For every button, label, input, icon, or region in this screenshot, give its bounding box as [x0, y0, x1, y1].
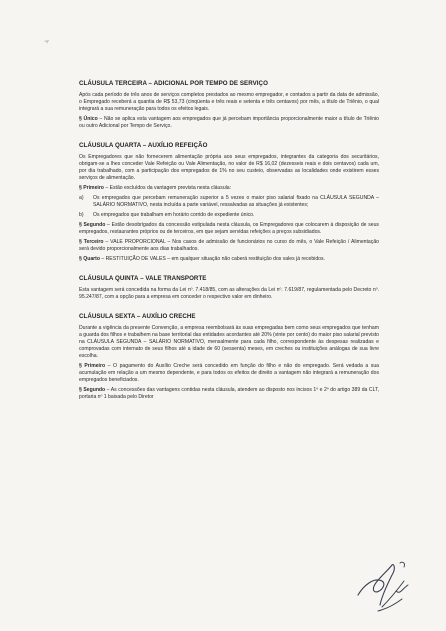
clause-4-quarto-text: – RESTITUIÇÃO DE VALES – em qualquer situação não caberá restituição dos vales já recebidos.	[99, 256, 325, 262]
clause-5-paragraph: Esta vantagem será concedida na forma da Lei nº. 7.418/85, com as alterações da Lei nº. 7.619/87, regulamentada pelo Decreto nº. 95.247/87, com a opção para a empresa em conceder o respectivo valor em dinheiro.	[79, 287, 379, 300]
clause-4-item-b	[79, 212, 379, 219]
clause-4-segundo-label: § Segundo	[79, 222, 106, 228]
clause-4-item-a-text: Os empregados que percebam remuneração superior a 5 vezes o maior piso salarial fixado na CLÁUSULA SEGUNDA – SALÁRIO NORMATIVO, nesta incluída a parte variável, ressalvadas as situações já existentes;	[93, 195, 379, 208]
clause-6-primeiro-label: § Primeiro	[79, 363, 106, 369]
clause-6-paragraph-segundo	[79, 387, 379, 401]
clause-3-paragraph: Após cada período de três anos de serviços completos prestados ao mesmo empregador, e contados a partir da data de admissão, o Empregado receberá a quantia de R$ 53,73 (cinqüenta e três reais e setenta e três centavos) por mês, a título de Triênio, o qual integrará a sua remuneração para todos os efeitos legais.	[79, 92, 379, 112]
clause-6-paragraph-primeiro	[79, 363, 379, 384]
clause-5-title: CLÁUSULA QUINTA – VALE TRANSPORTE	[79, 275, 207, 282]
clause-4-paragraph-terceiro	[79, 239, 379, 253]
clause-4-terceiro-text: – VALE PROPORCIONAL – Nos casos de admissão de funcionários no curso do mês, o Vale Refeição / Alimentação será devido proporcionalmente aos dias trabalhados.	[79, 239, 379, 252]
handwritten-signature	[352, 555, 414, 619]
clause-4-paragraph-primeiro	[79, 185, 379, 192]
clause-4-paragraph: Os Empregadores que não fornecerem alimentação própria aos seus empregados, integrantes da categoria dos securitários, obrigam-se a lhes conceder Vale Refeição ou Vale Alimentação, no valor de R$ 16,02 (dezesseis reais e dois centavos) cada um, por dia trabalhado, com a participação dos empregados de 1% no seu custeio, observadas as localidades onde existirem esses serviços de alimentação.	[79, 154, 379, 181]
clause-3-unico-label: § Único	[79, 116, 98, 122]
clause-3-title: CLÁUSULA TERCEIRA – ADICIONAL POR TEMPO DE SERVIÇO	[79, 80, 268, 87]
clause-6-title: CLÁUSULA SEXTA – AUXÍLIO CRECHE	[79, 313, 196, 320]
clause-4-item-a-mark: a)	[79, 195, 84, 201]
clause-4-primeiro-label: § Primeiro	[79, 185, 104, 191]
clause-4-item-b-mark: b)	[79, 212, 84, 218]
clause-4-item-a	[79, 195, 379, 209]
clause-4-segundo-text: – Estão desobrigados da concessão estipulada nesta cláusula, os Empregadores que colocarem à disposição de seus empregados, restaurantes próprios ou de terceiros, em que sejam servidas refeições a preços subsidiados.	[79, 222, 379, 235]
clause-6-segundo-label: § Segundo	[79, 387, 106, 393]
clause-4-paragraph-segundo	[79, 222, 379, 236]
clause-4-paragraph-quarto	[79, 256, 379, 263]
clause-4-item-b-text: Os empregados que trabalham em horário corrido de expediente único.	[93, 212, 255, 218]
document-body	[79, 80, 379, 401]
clause-4-primeiro-text: – Estão excluídos da vantagem prevista nesta cláusula:	[103, 185, 232, 191]
clause-6-paragraph: Durante a vigência da presente Convenção, a empresa reembolsará às suas empregadas bem como seus empregados que tenham a guarda dos filhos e trabalhem na base territorial das entidades acordantes até 20% (vinte por cento) do maior piso salarial previsto na CLÁUSULA SEGUNDA – SALÁRIO NORMATIVO, mensalmente para cada filho, correspondente às despesas realizadas e comprovadas com internato de seus filhos até a idade de 60 (sessenta) meses, em creches ou instituições análogas de sua livre escolha.	[79, 325, 379, 359]
clause-3-paragraph-unico	[79, 116, 379, 130]
clause-4-title: CLÁUSULA QUARTA – AUXÍLIO REFEIÇÃO	[79, 142, 208, 149]
clause-3-unico-text: – Não se aplica esta vantagem aos empregados que já percebam importância proporcionalmente maior a título de Triênio ou outro Adicional por Tempo de Serviço.	[79, 116, 379, 129]
scan-mark	[44, 40, 50, 44]
clause-6-segundo-text: – As concessões das vantagens contidas nesta cláusula, atendem ao disposto nos incisos 1º e 2º do artigo 389 da CLT, portaria nº 1 baixada pelo Diretor	[79, 387, 379, 400]
clause-6-primeiro-text: – O pagamento do Auxílio Creche será concedido em função do filho e não do empregado. Será vedada a sua acumulação em relação a um mesmo dependente, e para todos os efeitos de direito a vantagem não integrará a remuneração dos empregados beneficiados.	[79, 363, 379, 383]
clause-4-terceiro-label: § Terceiro	[79, 239, 104, 245]
clause-4-quarto-label: § Quarto	[79, 256, 100, 262]
